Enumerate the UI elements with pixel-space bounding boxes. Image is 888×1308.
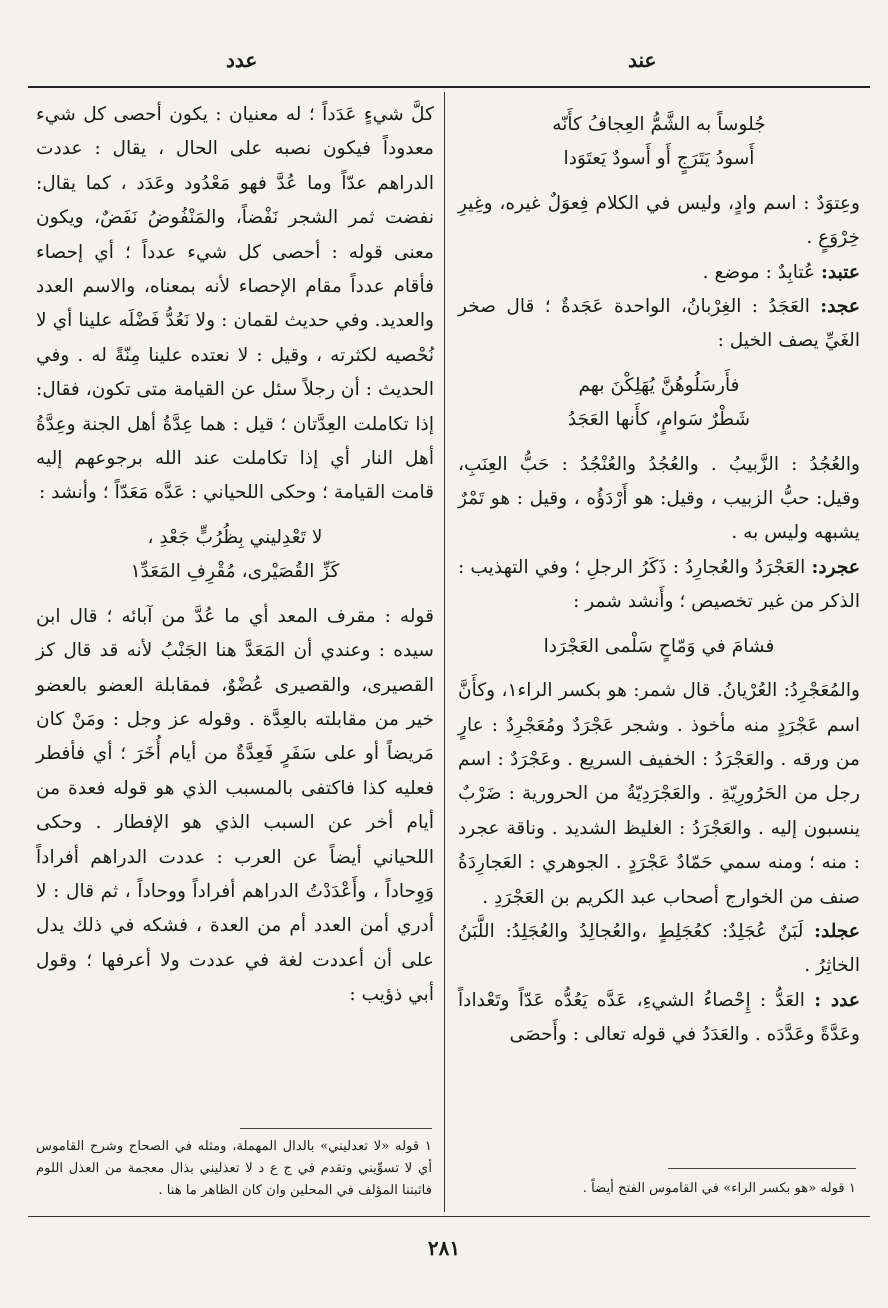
footnote-separator-right bbox=[668, 1168, 856, 1169]
entry-text: العَجْرَدُ والعُجارِدُ : ذَكَرُ الرجلِ ؛ وفي التهذيب : الذكر من غير تخصيص ؛ وأَنشد شمر : bbox=[458, 556, 860, 613]
paragraph: والمُعَجْرِدُ: العُرْيانُ. قال شمر: هو بكسر الراء١، وكأَنَّ اسم عَجْرَدٍ منه مأخوذ . وشجر عَجْرَدٌ ومُعَجْرِدٌ : عارٍ من ورقه . والعَجْرَدُ : الخفيف السريع . وعَجْرَدٌ : اسم رجل من الحَرُورِيّةِ . والعَجْرَدِيّةُ من الحرورية : ضَرْبٌ ينسبون إليه . والعَجْرَدُ : الغليظ الشديد . وناقة عجرد : منه ؛ ومنه سمي حَمّادٌ عَجْرَدٍ . الجوهري : العَجارِدَةُ صنف من الخوارج أصحاب عبد الكريم بن العَجْرَدِ . bbox=[458, 680, 860, 908]
running-head-left: عدد bbox=[226, 48, 258, 72]
entry-text: العَدُّ : إِحْصاءُ الشيءِ، عَدَّه يَعُدُّه عَدّاً وتَعْداداً وعَدَّةً وعَدَّدَه . والعَدَدُ في قوله تعالى : وأَحصَى bbox=[458, 989, 860, 1046]
verse-line: كَزِّ القُصَيْرى، مُقْرِفِ المَعَدِّ١ bbox=[130, 561, 340, 583]
entry-text: عُتابِدٌ : موضع . bbox=[702, 261, 816, 283]
entry-headword: عجرد: bbox=[811, 556, 860, 578]
page-number: ٢٨١ bbox=[427, 1236, 461, 1260]
entry-headword: عتبد: bbox=[821, 261, 860, 283]
paragraph: قوله : مقرف المعد أي ما عُدَّ من آبائه ؛ قال ابن سيده : وعندي أن المَعَدَّ هنا الجَنْبُ لأنه قد قال كز القصيرى، والقصيرى عُضْوٌ، فمقابلة العضو بالعضو خير من مقابلته بالعِدَّة . وقوله عز وجل : ومَنْ كان مَريضاً أو على سَفَرٍ فَعِدَّةٌ من أيام أُخَرَ ؛ أي فأفطر فعليه كذا فاكتفى بالمسبب الذي هو قوله فعدة من أيام أخر عن السبب الذي هو الإفطار . وحكى اللحياني أيضاً عن العرب : عددت الدراهم أفراداً وَوِحاداً ، وأَعْدَدْتُ الدراهم أفراداً ووحاداً ، ثم قال : لا أدري أمن العدد أم من العدة ، فشكه في ذلك يدل على أن أعددت لغة في عددت ولا أعرفها ؛ وقول أبي ذؤيب : bbox=[36, 605, 434, 1006]
right-column bbox=[458, 98, 860, 1053]
dictionary-entry bbox=[458, 256, 860, 290]
dictionary-entry bbox=[458, 984, 860, 1053]
entry-headword: عدد : bbox=[814, 989, 860, 1011]
entry-headword: عجد: bbox=[820, 296, 860, 318]
footnote-left: ١ قوله «لا تعدليني» بالدال المهملة، ومثله في الصحاح وشرح القاموس أي لا تسوِّيني وتقدم في ج ع د لا تعذليني بذال معجمة من العذل اللوم فاثبتنا المؤلف في المحلين وان كان الظاهر ما هنا . bbox=[36, 1139, 432, 1198]
entry-headword: عجلد: bbox=[814, 920, 860, 942]
column-divider bbox=[444, 92, 445, 1212]
left-column bbox=[36, 98, 434, 1013]
entry-text: لَبَنٌ عُجَلِدٌ: كعُجَلِطٍ ،والعُجالِدُ والعُجَلِدُ: اللَّبَنُ الخاثِرُ . bbox=[458, 920, 860, 977]
entry-text: العَجَدُ : الغِرْبانُ، الواحدة عَجَدةٌ ؛ قال صخر الغَيِّ يصف الخيل : bbox=[458, 296, 860, 352]
running-head-right: عند bbox=[628, 48, 657, 72]
paragraph: كلَّ شيءٍ عَدَداً ؛ له معنيان : يكون أحصى كل شيء معدوداً فيكون نصبه على الحال ، يقال : عددت الدراهم عدّاً وما عُدَّ فهو مَعْدُود وعَدَد ، كما يقال: نفضت ثمر الشجر نَفْضاً، والمَنْفُوضُ نَفَضٌ، ويكون معنى قوله : أحصى كل شيء عدداً ؛ أي إحصاء فأقام عدداً مقام الإحصاء لأنه بمعناه، والاسم العدد والعديد. وفي حديث لقمان : ولا نَعُدُّ فَضْلَه علينا أي لا نُحْصيه لكثرته ، وقيل : لا نعتده علينا مِنّةً له . وفي الحديث : أن رجلاً سئل عن القيامة متى تكون، فقال: إذا تكاملت العِدَّتان ؛ قيل : هما عِدَّةُ أهل الجنة وعِدَّةُ أهل النار أي إذا تكاملت عند الله برجوعهم إليه قامت القيامة ؛ وحكى اللحياني : عَدَّه مَعَدّاً ؛ وأنشد : bbox=[36, 104, 434, 504]
verse-line: جُلوساً به الشَّمُّ العِجافُ كأَنّه bbox=[552, 114, 766, 135]
dictionary-entry bbox=[458, 290, 860, 359]
dictionary-entry bbox=[458, 915, 860, 984]
verse-line: لا تَعْدِليني بِظُرُبٍّ جَعْدِ ، bbox=[147, 526, 323, 548]
verse-line: فأَرسَلُوهُنَّ يُهَلِكْنَ بهم bbox=[578, 374, 740, 396]
dictionary-entry bbox=[458, 551, 860, 620]
header-rule bbox=[28, 86, 870, 88]
footnote-separator-left bbox=[240, 1128, 432, 1129]
footnote-right: ١ قوله «هو بكسر الراء» في القاموس الفتح أيضاً . bbox=[582, 1181, 856, 1196]
verse-line: شَطْرٌ سَوامٍ، كأَنها العَجَدُ bbox=[567, 409, 751, 431]
verse-line: أَسودُ يَتَرَجٍ أَو أَسودٌ يَعتَوَدا bbox=[563, 148, 755, 170]
verse-line: فشامَ في وَمّاحٍ سَلْمى العَجْرَدا bbox=[543, 635, 775, 657]
paragraph: وعِتوَدٌ : اسم وادٍ، وليس في الكلام فِعوَلٌ غيره، وغِيرِ خِرْوَعٍ . bbox=[458, 192, 860, 249]
footer-rule bbox=[28, 1216, 870, 1217]
paragraph: والعُجُدُ : الزَّبيبُ . والعُجُدُ والعُنْجُدُ : حَبُّ العِنَبِ، وقيل: حبُّ الزبيب ، وقيل: هو أَرْدَؤُه ، وقيل : هو تَمْرٌ يشبهه وليس به . bbox=[458, 453, 860, 544]
